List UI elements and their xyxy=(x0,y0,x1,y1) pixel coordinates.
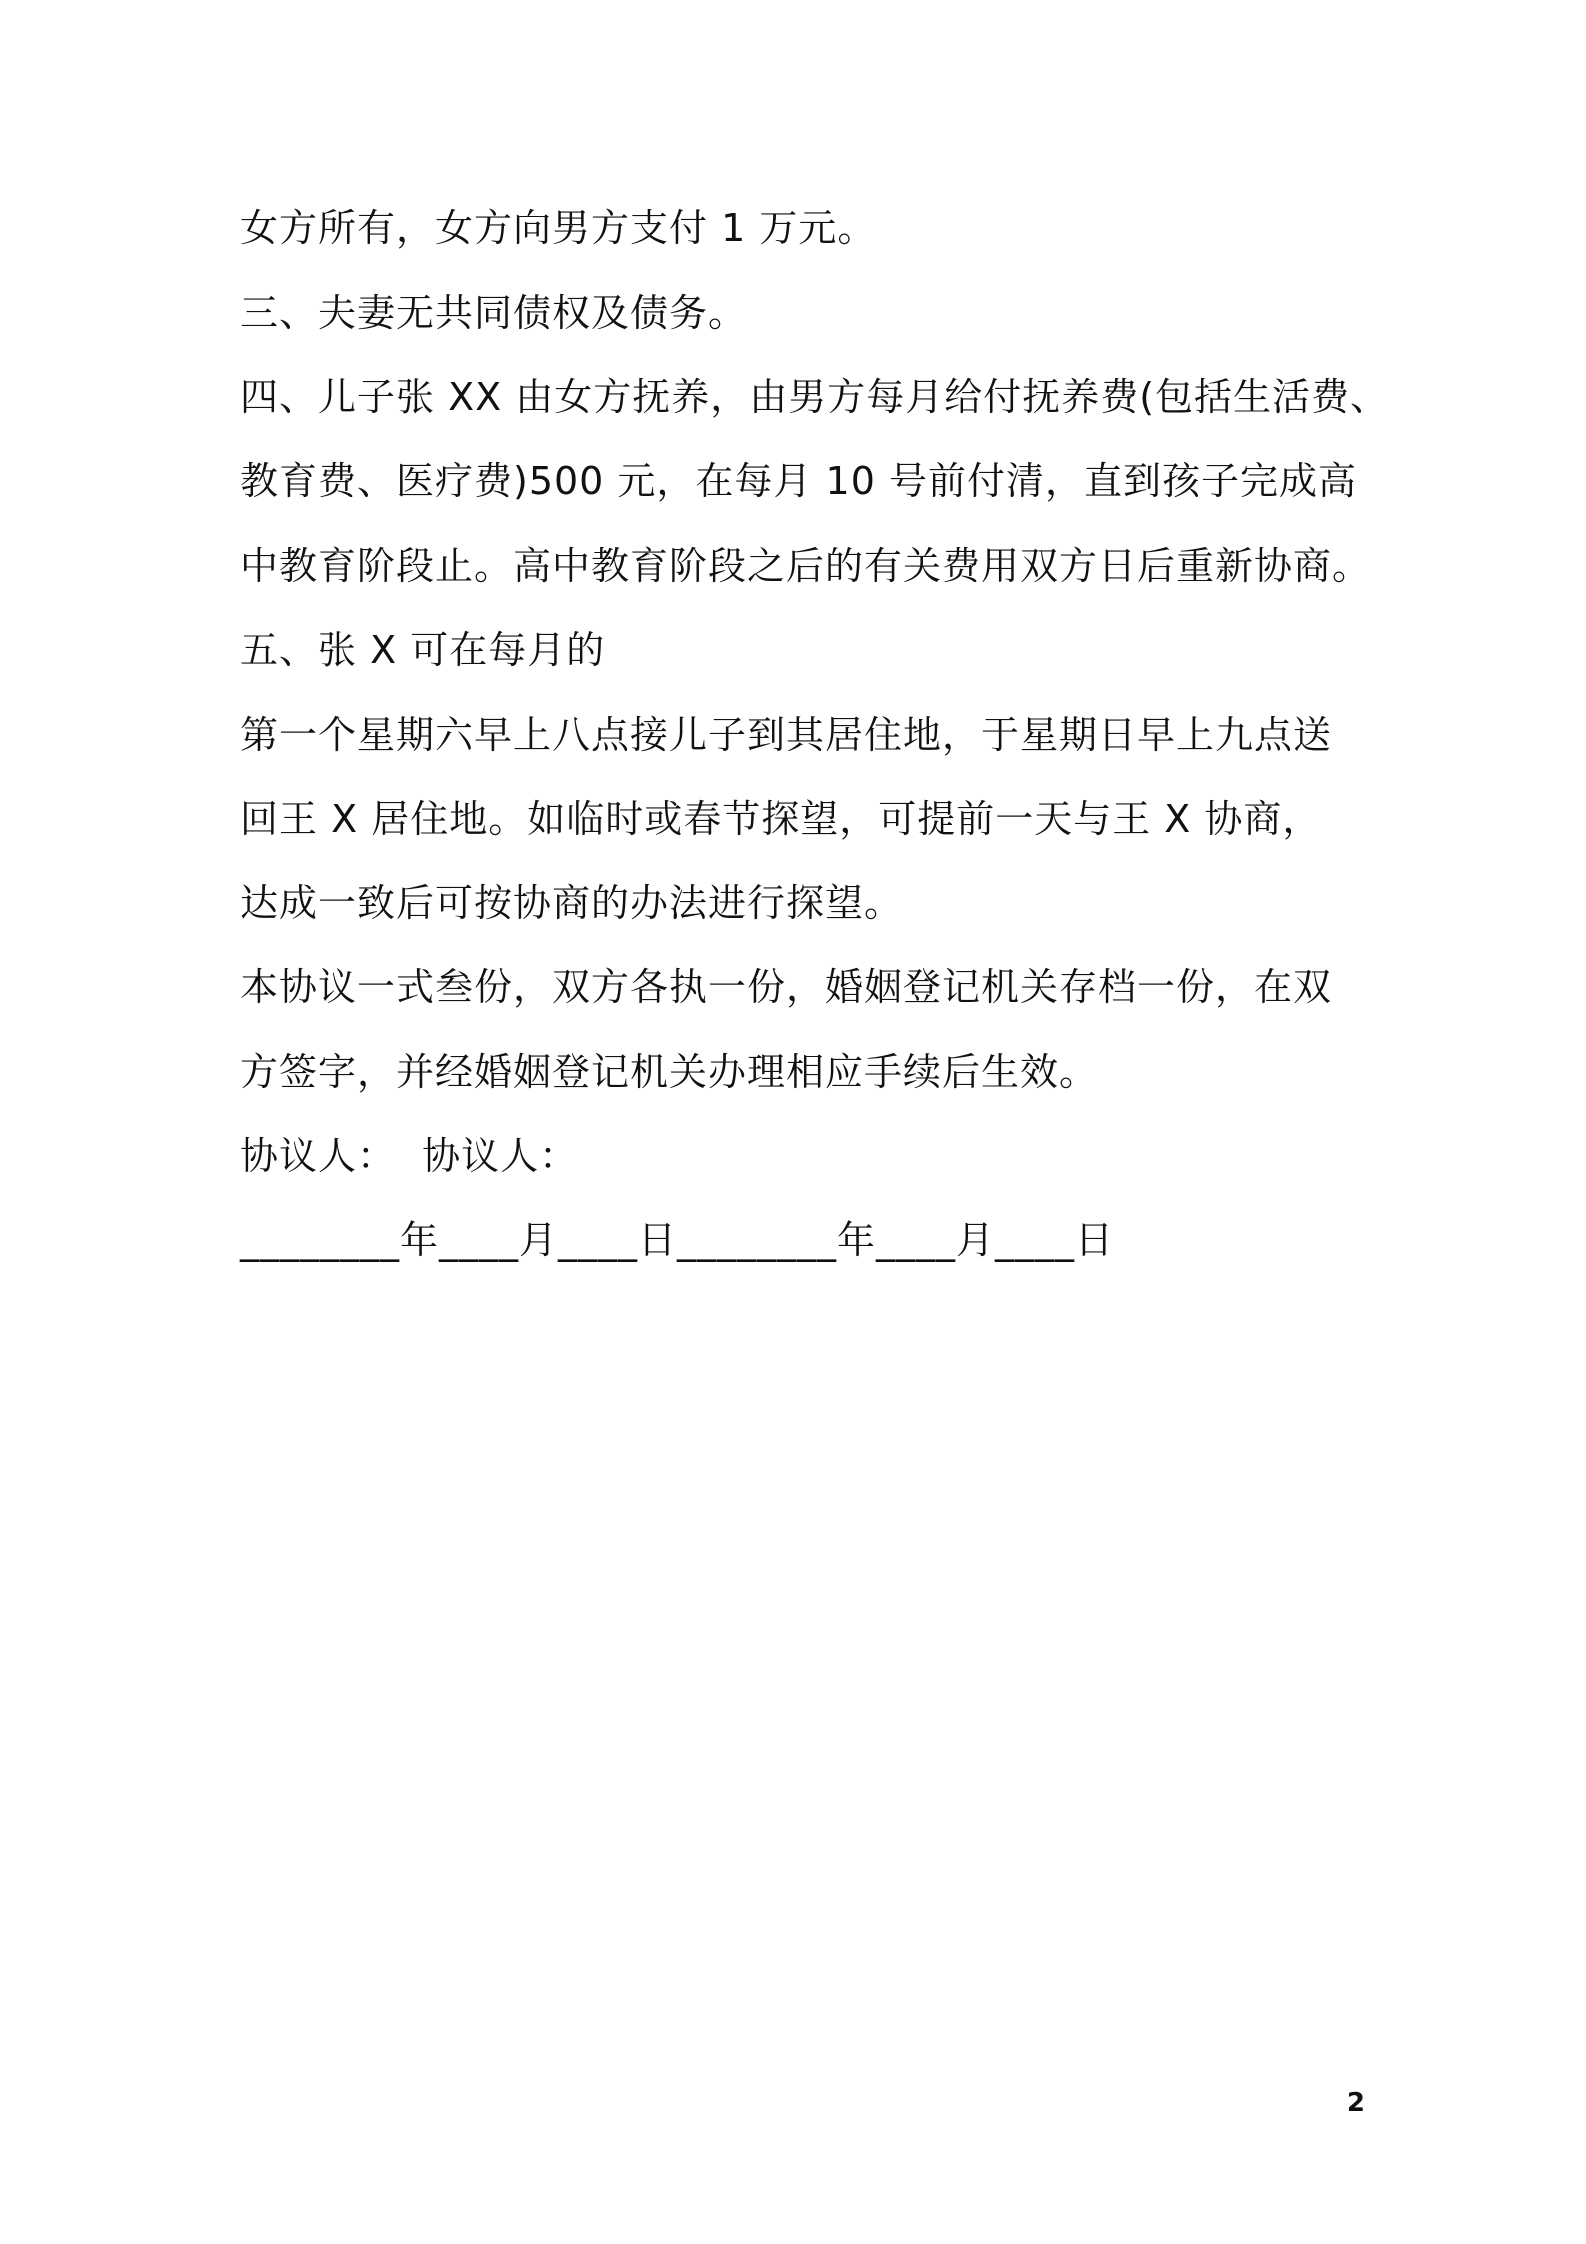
text-line: 第一个星期六早上八点接儿子到其居住地，于星期日早上九点送 xyxy=(240,713,1333,757)
page-number: 2 xyxy=(1346,2088,1365,2118)
text-line: 女方所有，女方向男方支付 1 万元。 xyxy=(240,206,877,250)
text-line: 三、夫妻无共同债权及债务。 xyxy=(240,291,748,335)
text-line: 教育费、医疗费)500 元，在每月 10 号前付清，直到孩子完成高 xyxy=(240,459,1357,503)
date-blank-line: ________年____月____日________年____月____日 xyxy=(240,1218,1115,1262)
text-line: 达成一致后可按协商的办法进行探望。 xyxy=(240,881,904,925)
text-line: 五、张 X 可在每月的 xyxy=(240,628,606,672)
text-line: 回王 X 居住地。如临时或春节探望，可提前一天与王 X 协商， xyxy=(240,797,1322,841)
text-line: 中教育阶段止。高中教育阶段之后的有关费用双方日后重新协商。 xyxy=(240,544,1372,588)
text-line: 方签字，并经婚姻登记机关办理相应手续后生效。 xyxy=(240,1050,1099,1094)
text-line: 四、儿子张 XX 由女方抚养，由男方每月给付抚养费(包括生活费、 xyxy=(240,375,1390,419)
signature-label-line: 协议人： 协议人： xyxy=(240,1134,579,1178)
text-line: 本协议一式叁份，双方各执一份，婚姻登记机关存档一份，在双 xyxy=(240,965,1333,1009)
